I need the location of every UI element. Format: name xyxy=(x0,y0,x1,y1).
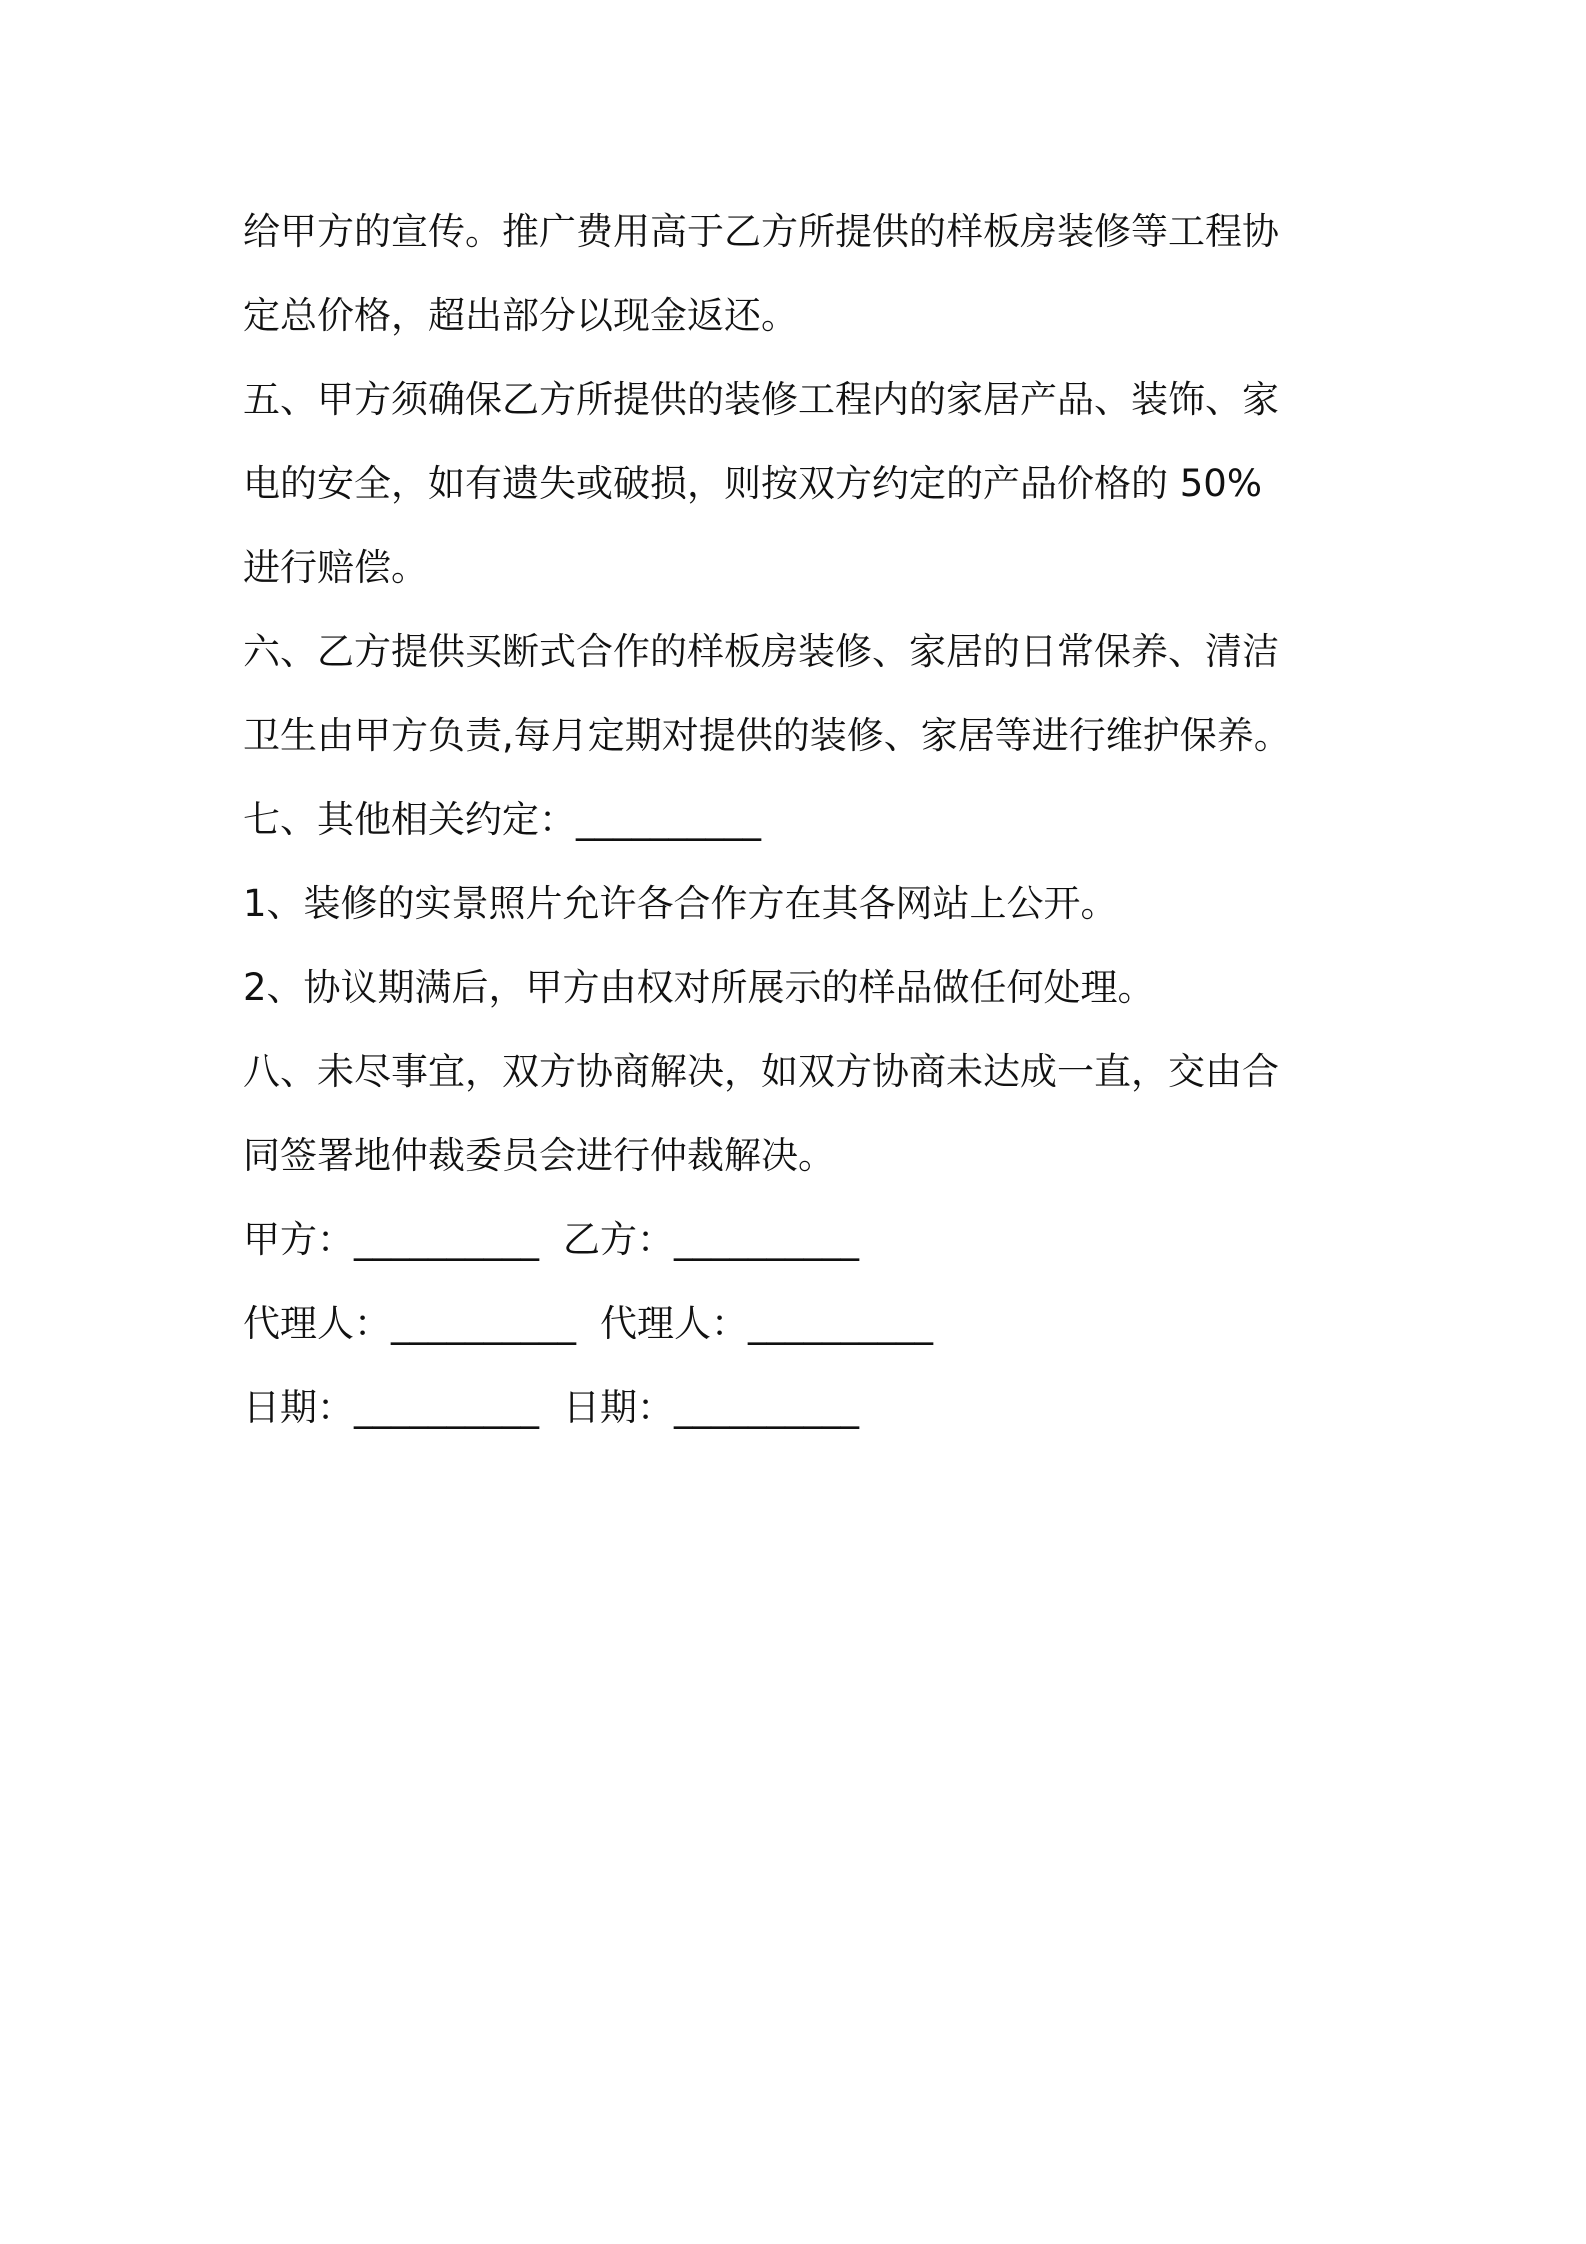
clause-7-item-2: 2、协议期满后，甲方由权对所展示的样品做任何处理。 xyxy=(243,966,1155,1009)
agent-a-signature: 代理人：__________ xyxy=(243,1302,576,1345)
paragraph-line-1: 给甲方的宣传。推广费用高于乙方所提供的样板房装修等工程协 xyxy=(243,210,1279,253)
party-a-signature: 甲方：__________ xyxy=(243,1218,539,1261)
agent-b-signature: 代理人：__________ xyxy=(600,1302,933,1345)
clause-6-line-1: 六、乙方提供买断式合作的样板房装修、家居的日常保养、清洁 xyxy=(243,630,1279,673)
party-b-signature: 乙方：__________ xyxy=(563,1218,859,1261)
date-a-field: 日期：__________ xyxy=(243,1386,539,1429)
date-b-field: 日期：__________ xyxy=(563,1386,859,1429)
clause-6-line-2: 卫生由甲方负责,每月定期对提供的装修、家居等进行维护保养。 xyxy=(243,714,1291,757)
clause-8-line-2: 同签署地仲裁委员会进行仲裁解决。 xyxy=(243,1134,835,1177)
clause-5-line-2: 电的安全，如有遗失或破损，则按双方约定的产品价格的 50% xyxy=(243,462,1262,505)
clause-5-line-1: 五、甲方须确保乙方所提供的装修工程内的家居产品、装饰、家 xyxy=(243,378,1279,421)
document-body xyxy=(243,190,1363,1450)
clause-7: 七、其他相关约定：__________ xyxy=(243,798,761,841)
clause-7-item-1: 1、装修的实景照片允许各合作方在其各网站上公开。 xyxy=(243,882,1118,925)
paragraph-line-2: 定总价格，超出部分以现金返还。 xyxy=(243,294,798,337)
clause-5-line-3: 进行赔偿。 xyxy=(243,546,428,589)
signature-row-dates xyxy=(243,1366,1363,1450)
signature-row-agents xyxy=(243,1282,1363,1366)
clause-8-line-1: 八、未尽事宜，双方协商解决，如双方协商未达成一直，交由合 xyxy=(243,1050,1279,1093)
signature-row-parties xyxy=(243,1198,1363,1282)
